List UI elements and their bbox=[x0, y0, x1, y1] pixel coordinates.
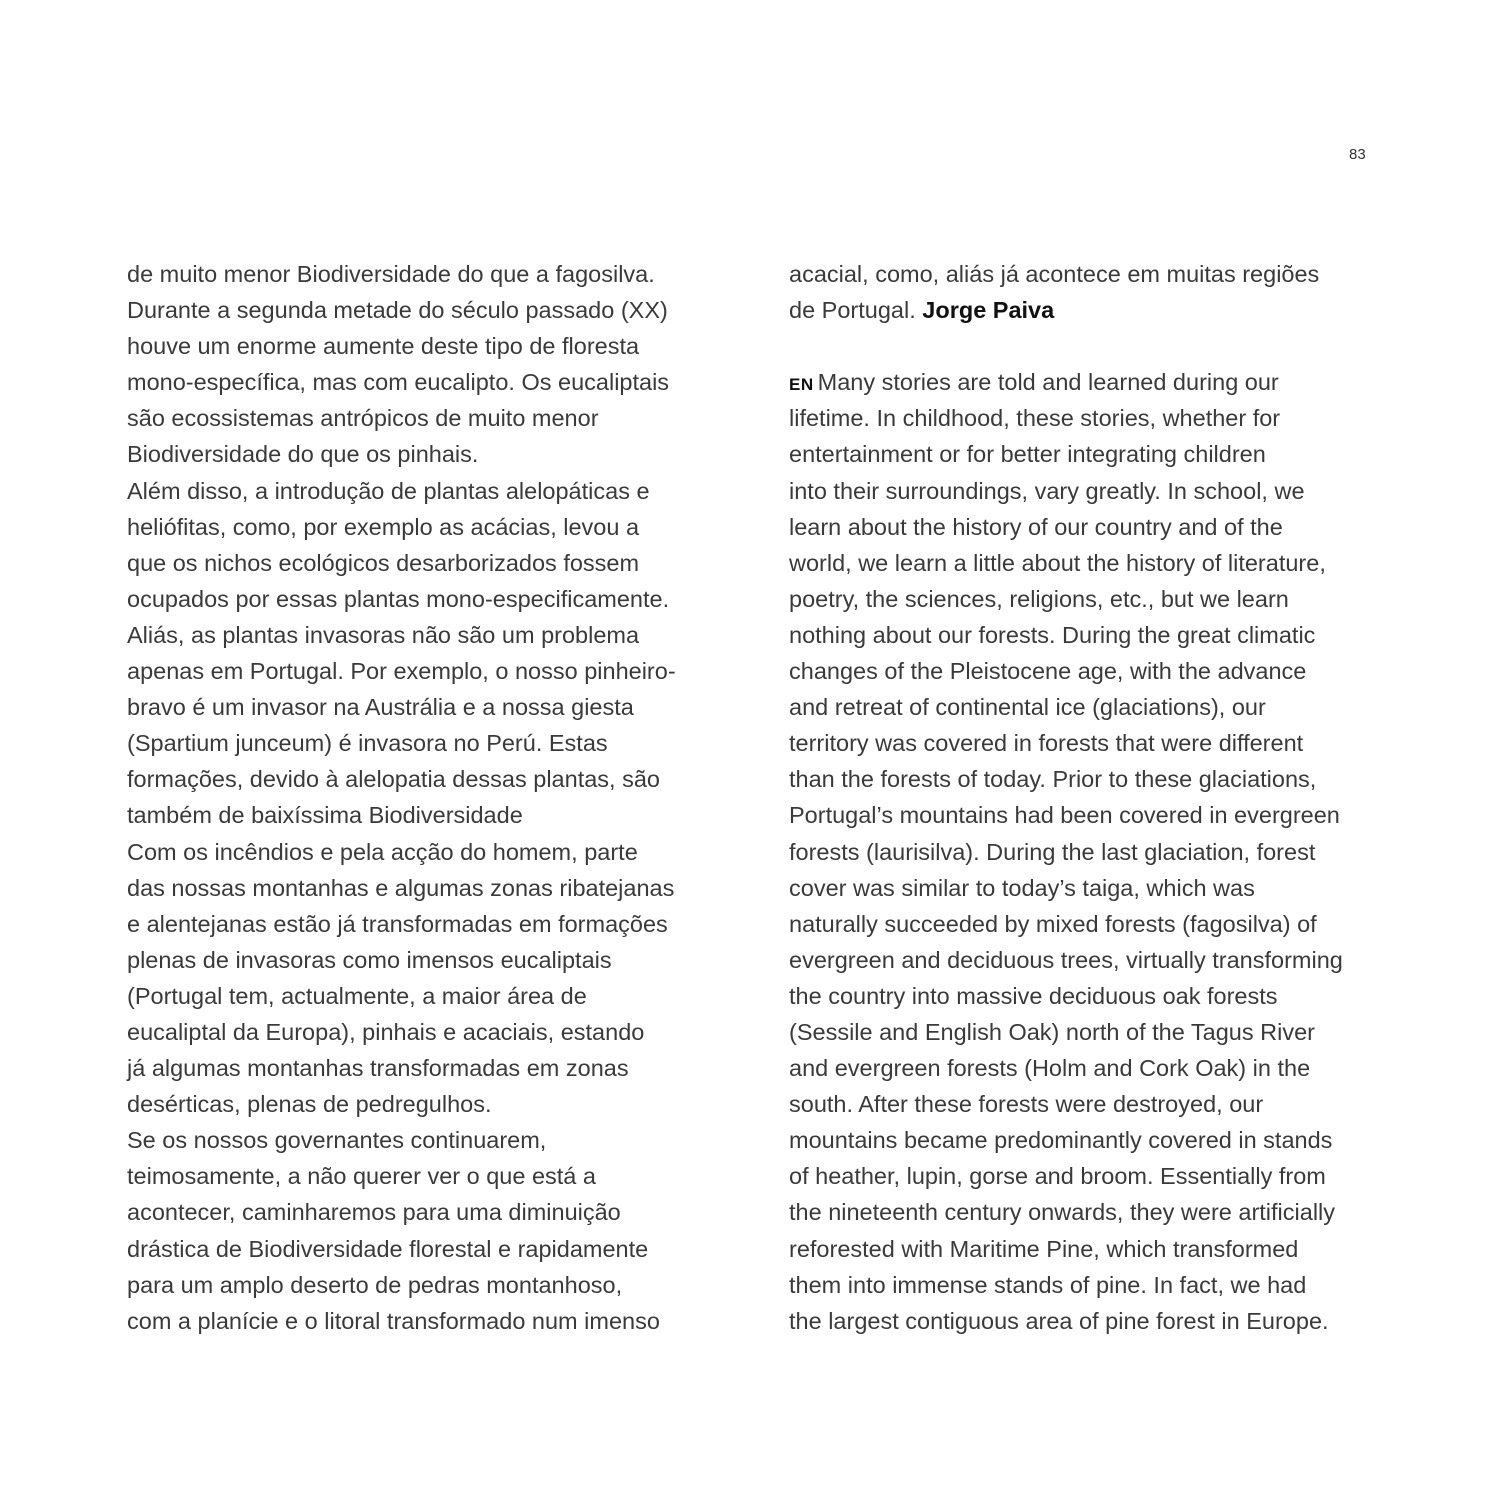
text-line: eucaliptal da Europa), pinhais e acaciais, estando bbox=[127, 1018, 645, 1045]
text-line: of heather, lupin, gorse and broom. Essentially from bbox=[789, 1163, 1326, 1190]
author-name: Jorge Paiva bbox=[922, 297, 1055, 324]
text-line: das nossas montanhas e algumas zonas ribatejanas bbox=[127, 874, 675, 901]
text-line: já algumas montanhas transformadas em zonas bbox=[127, 1055, 629, 1082]
text-line: nothing about our forests. During the great climatic bbox=[789, 621, 1316, 648]
left-column bbox=[127, 256, 727, 1339]
text-line: and evergreen forests (Holm and Cork Oak) in the bbox=[789, 1055, 1311, 1082]
text-line: houve um enorme aumente deste tipo de floresta bbox=[127, 333, 640, 360]
text-line: com a planície e o litoral transformado num imenso bbox=[127, 1307, 660, 1334]
text-line: into their surroundings, vary greatly. In school, we bbox=[789, 477, 1305, 504]
text-line: Biodiversidade do que os pinhais. bbox=[127, 441, 479, 468]
right-column bbox=[789, 256, 1389, 1339]
text-line: (Portugal tem, actualmente, a maior área de bbox=[127, 982, 587, 1009]
text-fragment: Many stories are told and learned during our bbox=[817, 369, 1279, 396]
language-tag: EN bbox=[789, 375, 814, 395]
text-line: territory was covered in forests that were different bbox=[789, 730, 1304, 757]
text-line: than the forests of today. Prior to these glaciations, bbox=[789, 766, 1317, 793]
text-line: Se os nossos governantes continuarem, bbox=[127, 1127, 547, 1154]
page-number: 83 bbox=[1349, 146, 1366, 163]
text-line: acacial, como, aliás já acontece em muitas regiões bbox=[789, 261, 1320, 287]
text-line: forests (laurisilva). During the last glaciation, forest bbox=[789, 838, 1316, 865]
text-line: Além disso, a introdução de plantas alelopáticas e bbox=[127, 477, 650, 504]
text-line bbox=[789, 364, 1389, 400]
text-line: mountains became predominantly covered in stands bbox=[789, 1127, 1333, 1154]
text-line: the nineteenth century onwards, they were artificially bbox=[789, 1199, 1336, 1226]
text-line: teimosamente, a não querer ver o que está a bbox=[127, 1163, 596, 1190]
text-line: reforested with Maritime Pine, which transformed bbox=[789, 1235, 1299, 1262]
text-line: Portugal’s mountains had been covered in evergreen bbox=[789, 802, 1340, 829]
text-line: também de baixíssima Biodiversidade bbox=[127, 802, 523, 829]
text-line bbox=[789, 292, 1389, 328]
text-line: drástica de Biodiversidade florestal e rapidamente bbox=[127, 1235, 649, 1262]
text-line: the country into massive deciduous oak forests bbox=[789, 982, 1278, 1009]
text-line: Com os incêndios e pela acção do homem, parte bbox=[127, 838, 638, 865]
text-line: ocupados por essas plantas mono-especificamente. bbox=[127, 585, 670, 612]
text-line: de muito menor Biodiversidade do que a fagosilva. bbox=[127, 261, 655, 287]
text-line: evergreen and deciduous trees, virtually transforming bbox=[789, 946, 1343, 973]
text-line: são ecossistemas antrópicos de muito menor bbox=[127, 405, 599, 432]
text-line: poetry, the sciences, religions, etc., but we learn bbox=[789, 585, 1289, 612]
text-line: cover was similar to today’s taiga, which was bbox=[789, 874, 1255, 901]
text-line: (Spartium junceum) é invasora no Perú. Estas bbox=[127, 730, 608, 757]
text-line: the largest contiguous area of pine forest in Europe. bbox=[789, 1307, 1329, 1334]
text-line: formações, devido à alelopatia dessas plantas, são bbox=[127, 766, 660, 793]
text-line: heliófitas, como, por exemplo as acácias, levou a bbox=[127, 513, 640, 540]
text-line: Durante a segunda metade do século passado (XX) bbox=[127, 297, 668, 324]
text-line: changes of the Pleistocene age, with the advance bbox=[789, 658, 1307, 685]
text-line: acontecer, caminharemos para uma diminuição bbox=[127, 1199, 621, 1226]
text-line: bravo é um invasor na Austrália e a nossa giesta bbox=[127, 694, 634, 721]
text-line: mono-específica, mas com eucalipto. Os eucaliptais bbox=[127, 369, 670, 396]
text-line: e alentejanas estão já transformadas em formações bbox=[127, 910, 668, 937]
text-line: entertainment or for better integrating children bbox=[789, 441, 1266, 468]
text-line: (Sessile and English Oak) north of the Tagus River bbox=[789, 1018, 1315, 1045]
text-line: world, we learn a little about the history of literature, bbox=[789, 549, 1326, 576]
text-line: them into immense stands of pine. In fact, we had bbox=[789, 1271, 1307, 1298]
text-line: que os nichos ecológicos desarborizados fossem bbox=[127, 549, 640, 576]
text-fragment: de Portugal. bbox=[789, 297, 916, 324]
paragraph-spacer bbox=[789, 328, 1389, 364]
text-line: plenas de invasoras como imensos eucaliptais bbox=[127, 946, 612, 973]
text-line: south. After these forests were destroyed, our bbox=[789, 1091, 1264, 1118]
text-line: naturally succeeded by mixed forests (fagosilva) of bbox=[789, 910, 1317, 937]
text-line: and retreat of continental ice (glaciations), our bbox=[789, 694, 1266, 721]
text-line: Aliás, as plantas invasoras não são um problema bbox=[127, 621, 640, 648]
text-line: apenas em Portugal. Por exemplo, o nosso pinheiro- bbox=[127, 658, 676, 685]
text-line: para um amplo deserto de pedras montanhoso, bbox=[127, 1271, 623, 1298]
text-line: lifetime. In childhood, these stories, whether for bbox=[789, 405, 1281, 432]
text-line: learn about the history of our country and of the bbox=[789, 513, 1283, 540]
text-line: desérticas, plenas de pedregulhos. bbox=[127, 1091, 492, 1118]
